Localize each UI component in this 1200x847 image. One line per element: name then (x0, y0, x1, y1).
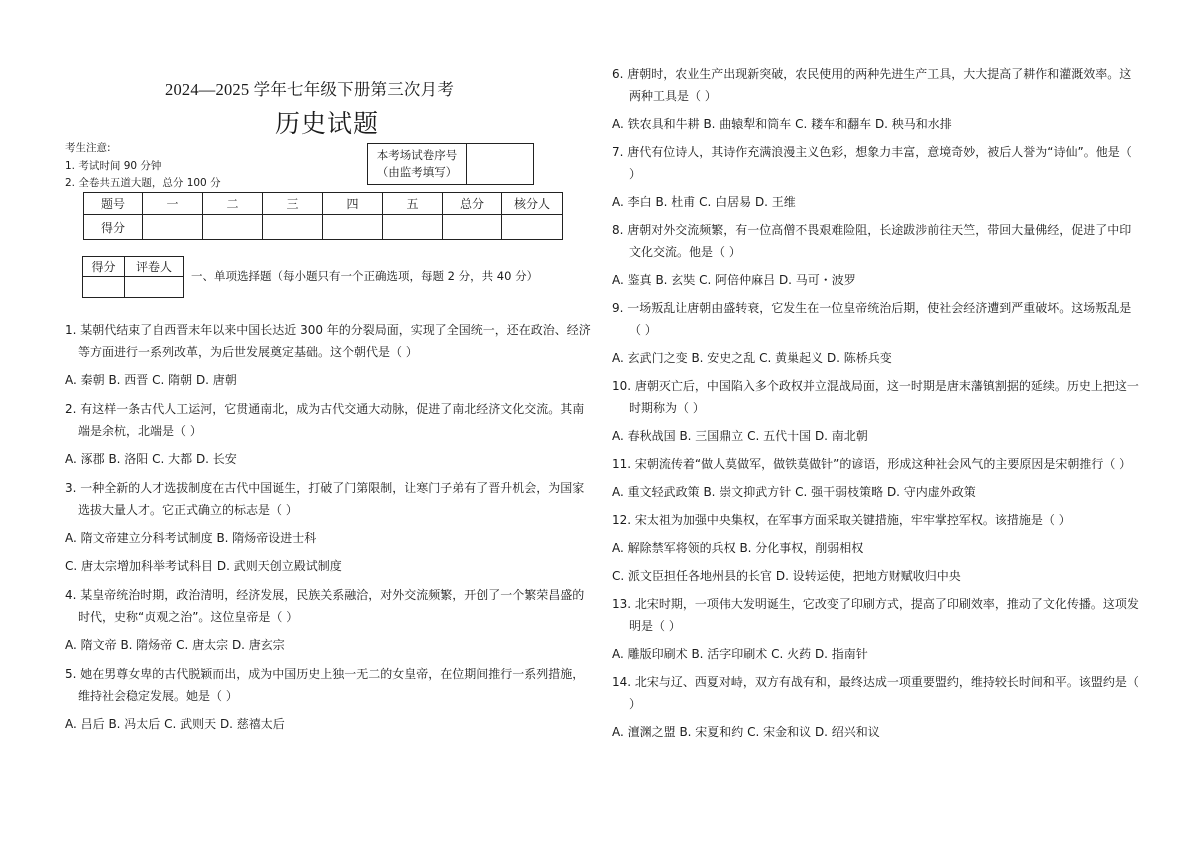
grader-name-label: 评卷人 (125, 257, 184, 277)
question-options: A. 秦朝 B. 西晋 C. 隋朝 D. 唐朝 (65, 373, 237, 387)
question (612, 453, 1140, 503)
question (65, 663, 595, 735)
question-stem: 6. 唐朝时，农业生产出现新突破，农民使用的两种先进生产工具，大大提高了耕作和灌溉效率。这两种工具是（ ） (612, 67, 1132, 103)
question-options: A. 鉴真 B. 玄奘 C. 阿倍仲麻吕 D. 马可・波罗 (612, 273, 856, 287)
question (612, 63, 1140, 135)
score-cell[interactable] (443, 215, 502, 240)
question-stem: 1. 某朝代结束了自西晋末年以来中国长达近 300 年的分裂局面，实现了全国统一，还在政治、经济等方面进行一系列改革，为后世发展奠定基础。这个朝代是（ ） (65, 323, 591, 359)
question (612, 141, 1140, 213)
question-stem: 8. 唐朝对外交流频繁，有一位高僧不畏艰难险阻，长途跋涉前往天竺，带回大量佛经，促进了中印文化交流。他是（ ） (612, 223, 1132, 259)
question-stem: 13. 北宋时期，一项伟大发明诞生，它改变了印刷方式，提高了印刷效率，推动了文化传播。这项发明是（ ） (612, 597, 1139, 633)
note-2: 2. 全卷共五道大题，总分 100 分 (65, 177, 221, 189)
questions-right (612, 63, 1140, 749)
question-stem: 12. 宋太祖为加强中央集权，在军事方面采取关键措施，牢牢掌控军权。该措施是（ ） (612, 513, 1071, 527)
question (612, 671, 1140, 743)
question-stem: 14. 北宋与辽、西夏对峙，双方有战有和，最终达成一项重要盟约，维持较长时间和平。该盟约是（ ） (612, 675, 1139, 711)
question-options: A. 雕版印刷术 B. 活字印刷术 C. 火药 D. 指南针 (612, 647, 868, 661)
grader-score-cell[interactable] (83, 277, 125, 298)
question-options: A. 李白 B. 杜甫 C. 白居易 D. 王维 (612, 195, 796, 209)
question (65, 584, 595, 656)
score-cell[interactable] (263, 215, 323, 240)
question (65, 319, 595, 391)
exam-subtitle: 历史试题 (275, 109, 380, 138)
question-stem: 2. 有这样一条古代人工运河，它贯通南北，成为古代交通大动脉，促进了南北经济文化交流。其南端是余杭，北端是（ ） (65, 402, 585, 438)
question-options: A. 隋文帝 B. 隋炀帝 C. 唐太宗 D. 唐玄宗 (65, 638, 285, 652)
serial-number-table (367, 143, 534, 185)
serial-label-line-1: 本考场试卷序号 (376, 148, 458, 162)
score-header-cell: 题号 (84, 193, 143, 215)
grader-table (82, 256, 184, 298)
score-cell[interactable] (323, 215, 383, 240)
score-header-cell: 总分 (443, 193, 502, 215)
question-options: C. 唐太宗增加科举考试科目 D. 武则天创立殿试制度 (65, 559, 342, 573)
serial-label-line-2: （由监考填写） (376, 165, 458, 179)
question-options: A. 涿郡 B. 洛阳 C. 大都 D. 长安 (65, 452, 237, 466)
question (612, 509, 1140, 587)
score-table (83, 192, 563, 240)
exam-title: 2024—2025 学年七年级下册第三次月考 (165, 80, 455, 99)
score-header-cell: 二 (203, 193, 263, 215)
score-cell[interactable] (203, 215, 263, 240)
serial-number-box[interactable] (467, 144, 534, 185)
question-options: A. 吕后 B. 冯太后 C. 武则天 D. 慈禧太后 (65, 717, 285, 731)
question-options: A. 重文轻武政策 B. 崇文抑武方针 C. 强干弱枝策略 D. 守内虚外政策 (612, 485, 976, 499)
question-options: A. 澶渊之盟 B. 宋夏和约 C. 宋金和议 D. 绍兴和议 (612, 725, 880, 739)
question (612, 297, 1140, 369)
section-1-title: 一、单项选择题（每小题只有一个正确选项，每题 2 分，共 40 分） (191, 269, 539, 283)
question (612, 375, 1140, 447)
question-options: A. 解除禁军将领的兵权 B. 分化事权，削弱相权 (612, 541, 864, 555)
score-header-cell: 四 (323, 193, 383, 215)
score-header-cell: 三 (263, 193, 323, 215)
question-stem: 9. 一场叛乱让唐朝由盛转衰，它发生在一位皇帝统治后期，使社会经济遭到严重破坏。这场叛乱是（ ） (612, 301, 1132, 337)
grader-score-label: 得分 (83, 257, 125, 277)
question-stem: 3. 一种全新的人才选拔制度在古代中国诞生，打破了门第限制，让寒门子弟有了晋升机会，为国家选拔大量人才。它正式确立的标志是（ ） (65, 481, 585, 517)
score-table-row (84, 215, 563, 240)
candidate-notes (65, 140, 221, 193)
grader-name-cell[interactable] (125, 277, 184, 298)
score-header-cell: 一 (143, 193, 203, 215)
score-cell[interactable] (143, 215, 203, 240)
question-options: A. 春秋战国 B. 三国鼎立 C. 五代十国 D. 南北朝 (612, 429, 868, 443)
question (612, 219, 1140, 291)
note-1: 1. 考试时间 90 分钟 (65, 159, 162, 172)
score-row-label: 得分 (84, 215, 143, 240)
question-stem: 7. 唐代有位诗人，其诗作充满浪漫主义色彩，想象力丰富，意境奇妙，被后人誉为“诗仙”。他是（ ） (612, 145, 1132, 181)
question-stem: 4. 某皇帝统治时期，政治清明，经济发展，民族关系融洽，对外交流频繁，开创了一个繁荣昌盛的时代，史称“贞观之治”。这位皇帝是（ ） (65, 588, 585, 624)
question-options: A. 铁农具和牛耕 B. 曲辕犁和筒车 C. 耧车和翻车 D. 秧马和水排 (612, 117, 952, 131)
question-stem: 5. 她在男尊女卑的古代脱颖而出，成为中国历史上独一无二的女皇帝，在位期间推行一系列措施，维持社会稳定发展。她是（ ） (65, 667, 585, 703)
question-options: A. 隋文帝建立分科考试制度 B. 隋炀帝设进士科 (65, 531, 317, 545)
question-stem: 11. 宋朝流传着“做人莫做军，做铁莫做针”的谚语，形成这种社会风气的主要原因是宋朝推行（ ） (612, 457, 1132, 471)
question (612, 593, 1140, 665)
score-cell[interactable] (502, 215, 563, 240)
score-cell[interactable] (383, 215, 443, 240)
score-header-cell: 核分人 (502, 193, 563, 215)
serial-label (368, 144, 467, 185)
score-table-header-row (84, 193, 563, 215)
score-header-cell: 五 (383, 193, 443, 215)
question (65, 398, 595, 470)
questions-left (65, 319, 595, 742)
question-options: A. 玄武门之变 B. 安史之乱 C. 黄巢起义 D. 陈桥兵变 (612, 351, 892, 365)
question (65, 477, 595, 577)
notes-label: 考生注意: (65, 142, 111, 154)
question-stem: 10. 唐朝灭亡后，中国陷入多个政权并立混战局面，这一时期是唐末藩镇割据的延续。历史上把这一时期称为（ ） (612, 379, 1139, 415)
question-options: C. 派文臣担任各地州县的长官 D. 设转运使，把地方财赋收归中央 (612, 569, 961, 583)
